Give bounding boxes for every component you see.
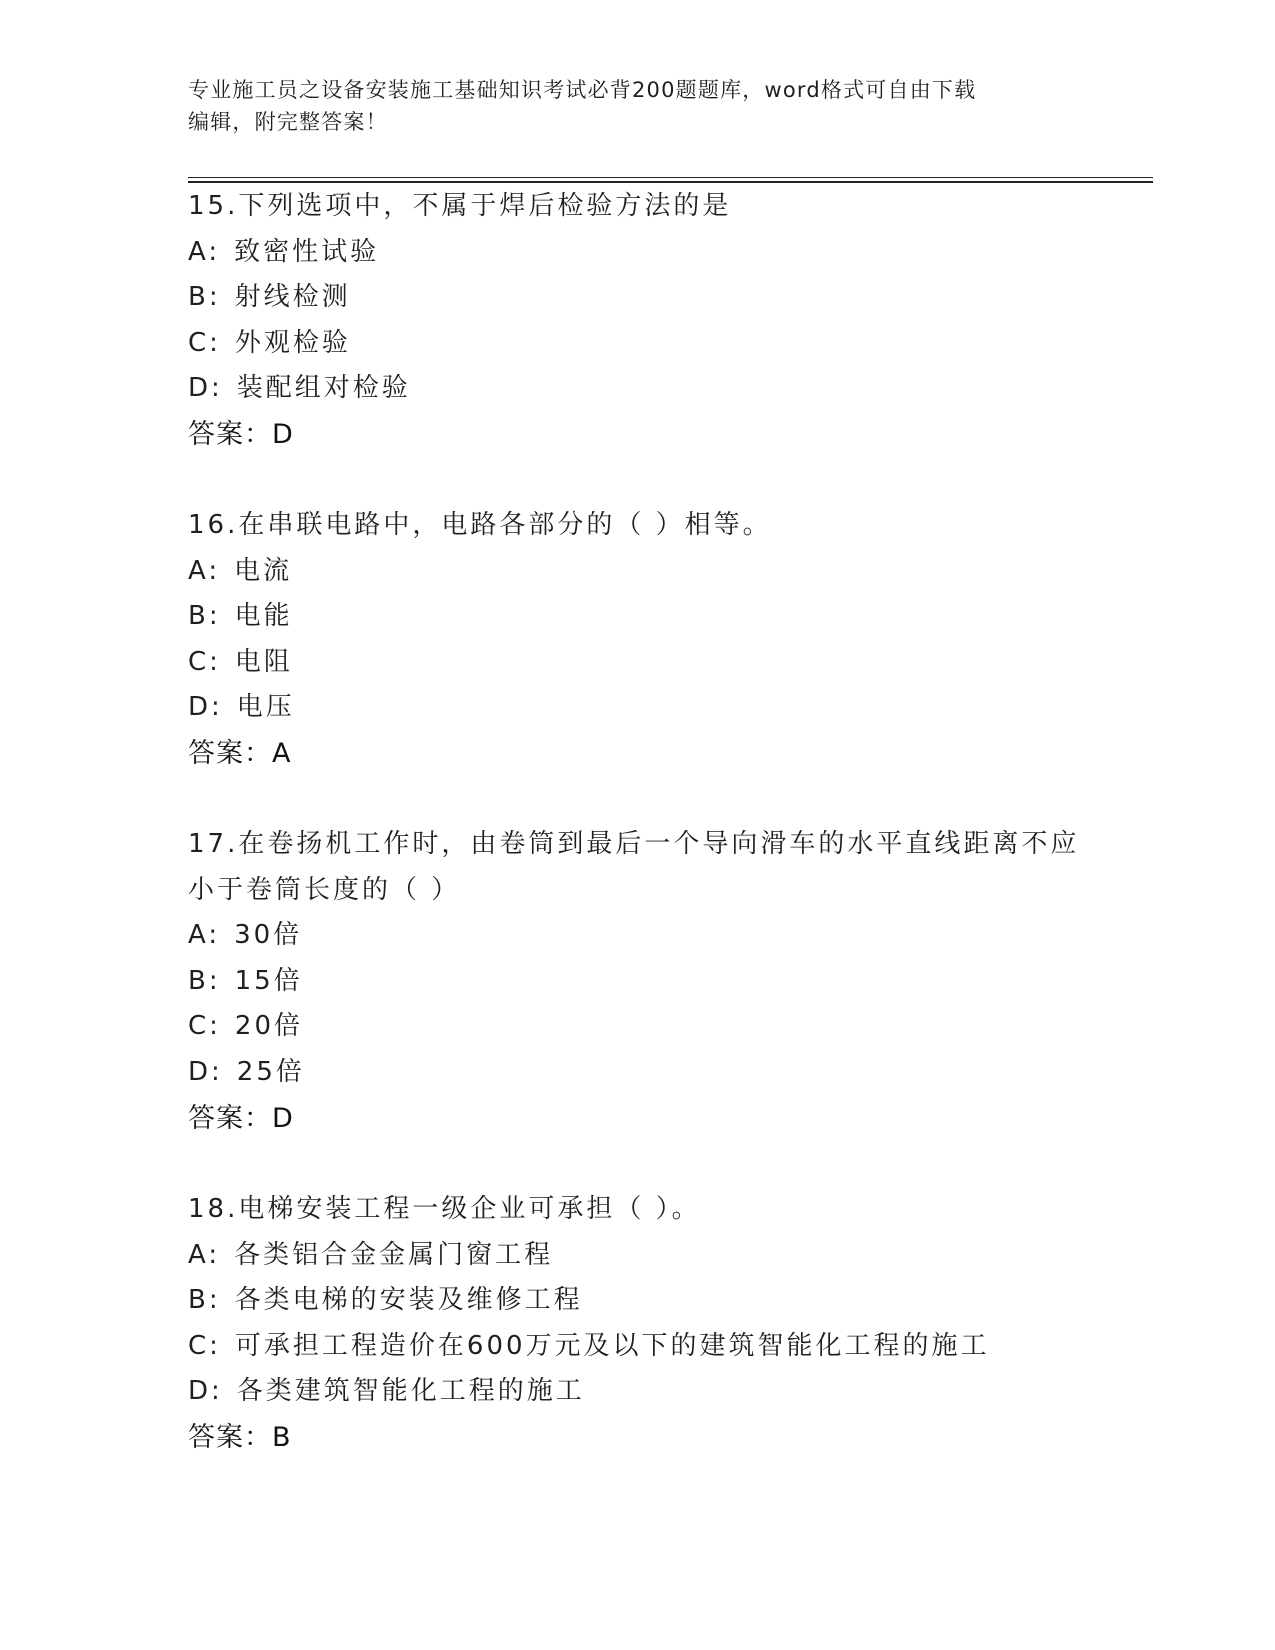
option-b: [188, 275, 1088, 321]
option-text: 射线检测: [234, 282, 351, 313]
option-separator: :: [211, 373, 223, 404]
option-separator: :: [208, 1285, 221, 1316]
option-c: [188, 1324, 1088, 1370]
option-d: [188, 1369, 1088, 1415]
option-text: 装配组对检验: [236, 373, 411, 404]
option-b: [188, 959, 1088, 1005]
option-a: [188, 913, 1088, 959]
option-a: [188, 549, 1088, 595]
option-key: C: [188, 646, 210, 677]
question-15: [188, 184, 1088, 458]
option-key: B: [188, 282, 209, 313]
option-separator: :: [209, 1011, 221, 1042]
option-separator: :: [209, 1330, 221, 1361]
option-d: [188, 685, 1088, 731]
option-key: C: [188, 327, 210, 358]
option-separator: :: [209, 327, 221, 358]
option-text: 各类建筑智能化工程的施工: [236, 1376, 585, 1407]
header-divider-thin: [188, 177, 1153, 178]
option-key: D: [188, 692, 212, 723]
option-separator: :: [208, 555, 221, 586]
option-c: [188, 640, 1088, 686]
option-separator: :: [211, 1376, 223, 1407]
option-text: 电阻: [234, 646, 293, 677]
option-text: 各类电梯的安装及维修工程: [234, 1285, 583, 1316]
option-key: B: [188, 965, 209, 996]
option-key: C: [188, 1330, 210, 1361]
option-key: C: [188, 1011, 210, 1042]
option-separator: :: [208, 1239, 221, 1270]
option-text: 致密性试验: [234, 236, 380, 267]
option-text: 25倍: [236, 1056, 305, 1087]
answer: 答案：D: [188, 418, 294, 450]
option-key: A: [188, 1239, 209, 1270]
option-d: [188, 1050, 1088, 1096]
option-separator: :: [209, 646, 221, 677]
question-stem: 18.电梯安装工程一级企业可承担（ ）。: [188, 1194, 701, 1224]
option-key: B: [188, 601, 209, 632]
option-text: 电能: [234, 601, 293, 632]
option-key: D: [188, 1376, 212, 1407]
option-separator: :: [208, 965, 221, 996]
option-separator: :: [208, 920, 221, 951]
question-17: [188, 822, 1088, 1141]
option-key: A: [188, 920, 209, 951]
option-text: 15倍: [234, 965, 303, 996]
question-16: [188, 503, 1088, 777]
option-c: [188, 1004, 1088, 1050]
option-text: 电压: [236, 692, 295, 723]
option-separator: :: [208, 601, 221, 632]
question-18: [188, 1187, 1088, 1461]
option-separator: :: [211, 692, 223, 723]
option-text: 20倍: [234, 1011, 304, 1042]
question-stem: 16.在串联电路中，电路各部分的（ ）相等。: [188, 510, 772, 540]
option-a: [188, 1233, 1088, 1279]
option-a: [188, 230, 1088, 276]
header-line-2: 编辑，附完整答案！: [188, 110, 388, 134]
option-b: [188, 594, 1088, 640]
question-stem: 15.下列选项中，不属于焊后检验方法的是: [188, 191, 732, 221]
document-header: [188, 74, 1068, 138]
option-key: B: [188, 1285, 209, 1316]
option-text: 30倍: [234, 920, 303, 951]
option-text: 电流: [234, 555, 293, 586]
option-separator: :: [208, 282, 221, 313]
option-separator: :: [208, 236, 221, 267]
option-key: A: [188, 236, 209, 267]
answer: 答案：D: [188, 1102, 294, 1134]
option-text: 各类铝合金金属门窗工程: [234, 1239, 554, 1270]
option-d: [188, 366, 1088, 412]
header-line-1: 专业施工员之设备安装施工基础知识考试必背200题题库，word格式可自由下载: [188, 78, 977, 102]
option-text: 外观检验: [234, 327, 351, 358]
option-text: 可承担工程造价在600万元及以下的建筑智能化工程的施工: [234, 1330, 990, 1361]
question-stem: 17.在卷扬机工作时，由卷筒到最后一个导向滑车的水平直线距离不应小于卷筒长度的（ ）: [188, 829, 1080, 905]
header-divider-thick: [188, 181, 1153, 183]
option-c: [188, 321, 1088, 367]
option-separator: :: [211, 1056, 223, 1087]
option-key: A: [188, 555, 209, 586]
answer: 答案：B: [188, 1421, 292, 1453]
answer: 答案：A: [188, 737, 292, 769]
option-b: [188, 1278, 1088, 1324]
option-key: D: [188, 373, 212, 404]
option-key: D: [188, 1056, 212, 1087]
